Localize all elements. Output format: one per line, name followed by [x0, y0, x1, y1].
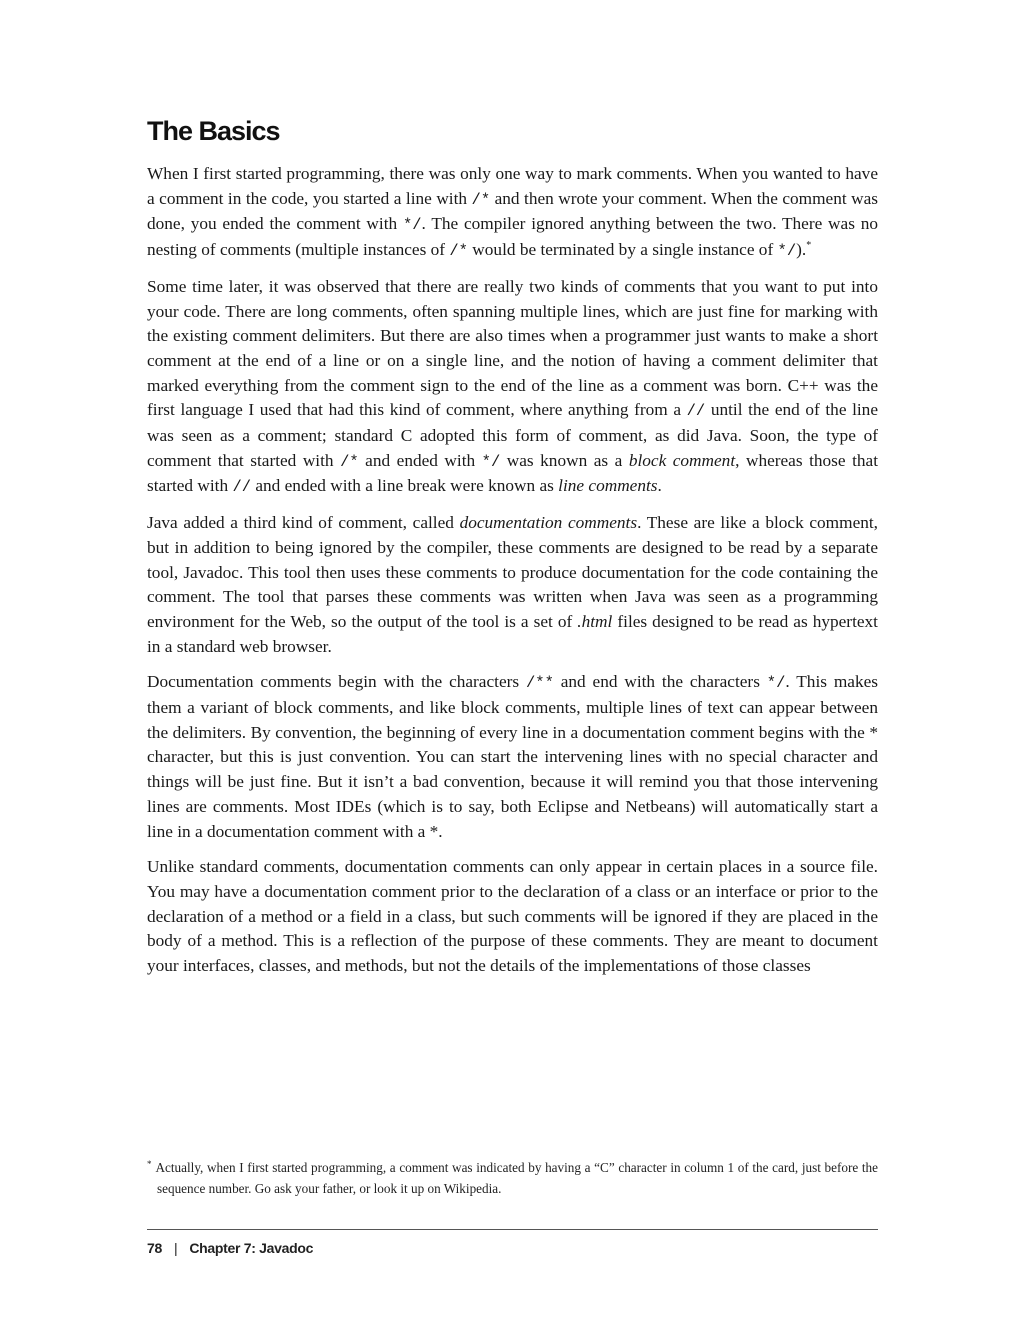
paragraph	[147, 275, 878, 500]
inline-code: */	[481, 452, 501, 471]
footnote-reference: *	[806, 240, 812, 252]
chapter-title: Chapter 7: Javadoc	[189, 1240, 314, 1256]
paragraph	[147, 670, 878, 844]
inline-code: */	[766, 674, 786, 693]
text-run: and then wrote your comment. When the comment was done, you ended the comment with	[147, 188, 878, 234]
footer-rule	[147, 1229, 878, 1230]
footnote-body	[147, 1158, 878, 1199]
page-body	[147, 110, 878, 990]
footnote-text: Actually, when I first started programming, a comment was indicated by having a “C” character in column 1 of the card, just before the sequence number. Go ask your father, or look it up on Wikipedia.	[155, 1160, 878, 1196]
text-run: , whereas those that started with	[147, 450, 878, 496]
inline-code: /*	[471, 190, 491, 209]
text-run: . The compiler ignored anything between the two. There was no nesting of comments (multiple instances of	[147, 214, 878, 260]
inline-code: //	[686, 402, 706, 421]
page-footer	[147, 1238, 313, 1258]
inline-code: //	[232, 478, 252, 497]
paragraph	[147, 511, 878, 659]
inline-code: */	[777, 242, 797, 261]
text-run: and ended with	[358, 450, 482, 470]
footer-separator: |	[173, 1240, 178, 1256]
emphasis-text: line comments	[558, 476, 658, 496]
footnote	[147, 1158, 878, 1199]
text-run: files designed to be read as hypertext in a standard web browser.	[147, 611, 878, 656]
text-run: Some time later, it was observed that there are really two kinds of comments that you want to put into your code. There are long comments, often spanning multiple lines, which are just fine for marking with the existing comment delimiters. But there are also times when a programmer just wants to make a short comment at the end of a line or on a single line, and the notion of having a comment delimiter that marked everything from the comment sign to the end of the line as a comment was born. C++ was the first language I used that had this kind of comment, where anything from a	[147, 276, 878, 420]
inline-code: /**	[525, 674, 554, 693]
text-run: .	[657, 476, 662, 496]
text-run: was known as a	[500, 450, 629, 470]
paragraphs	[147, 162, 878, 979]
text-run: ).	[796, 240, 807, 260]
text-run: and ended with a line break were known as	[251, 476, 559, 496]
emphasis-text: documentation comments	[459, 513, 638, 533]
text-run: Java added a third kind of comment, called	[147, 513, 460, 533]
paragraph	[147, 162, 878, 264]
text-run: Documentation comments begin with the characters	[147, 672, 526, 692]
text-run: Unlike standard comments, documentation comments can only appear in certain places in a source file. You may have a documentation comment prior to the declaration of a class or an interface or prior to the declaration of a method or a field in a class, but such comments will be ignored if they are placed in the body of a method. This is a reflection of the purpose of these comments. They are meant to document your interfaces, classes, and methods, but not the details of the implementations of those classes	[147, 857, 878, 976]
text-run: When I first started programming, there was only one way to mark comments. When you wanted to have a comment in the code, you started a line with	[147, 164, 878, 208]
footnote-marker: *	[147, 1158, 152, 1169]
text-run: . These are like a block comment, but in addition to being ignored by the compiler, these comments are designed to be read by a separate tool, Javadoc. This tool then uses these comments to produce documentation for the code containing the comment. The tool that parses these comments was written when Java was seen as a programming environment for the Web, so the output of the tool is a set of	[147, 513, 878, 631]
text-run: until the end of the line was seen as a comment; standard C adopted this form of comment, as did Java. Soon, the type of comment that started with	[147, 400, 878, 470]
inline-code: */	[402, 216, 422, 235]
emphasis-text: .html	[577, 611, 613, 631]
text-run: . This makes them a variant of block comments, and like block comments, multiple lines of text can appear between the delimiters. By convention, the beginning of every line in a documentation comment begins with the * character, but this is just convention. You can start the intervening lines with no special character and things will be just fine. But it isn’t a bad convention, because it will remind you that those intervening lines are comments. Most IDEs (which is to say, both Eclipse and Netbeans) will automatically start a line in a documentation comment with a *.	[147, 672, 878, 841]
text-run: and end with the characters	[553, 672, 767, 692]
inline-code: /*	[449, 242, 468, 261]
section-heading: The Basics	[147, 116, 280, 146]
inline-code: /*	[340, 452, 359, 471]
paragraph	[147, 855, 878, 979]
emphasis-text: block comment	[628, 450, 736, 470]
page-number: 78	[147, 1240, 162, 1256]
text-run: would be terminated by a single instance of	[467, 240, 778, 260]
